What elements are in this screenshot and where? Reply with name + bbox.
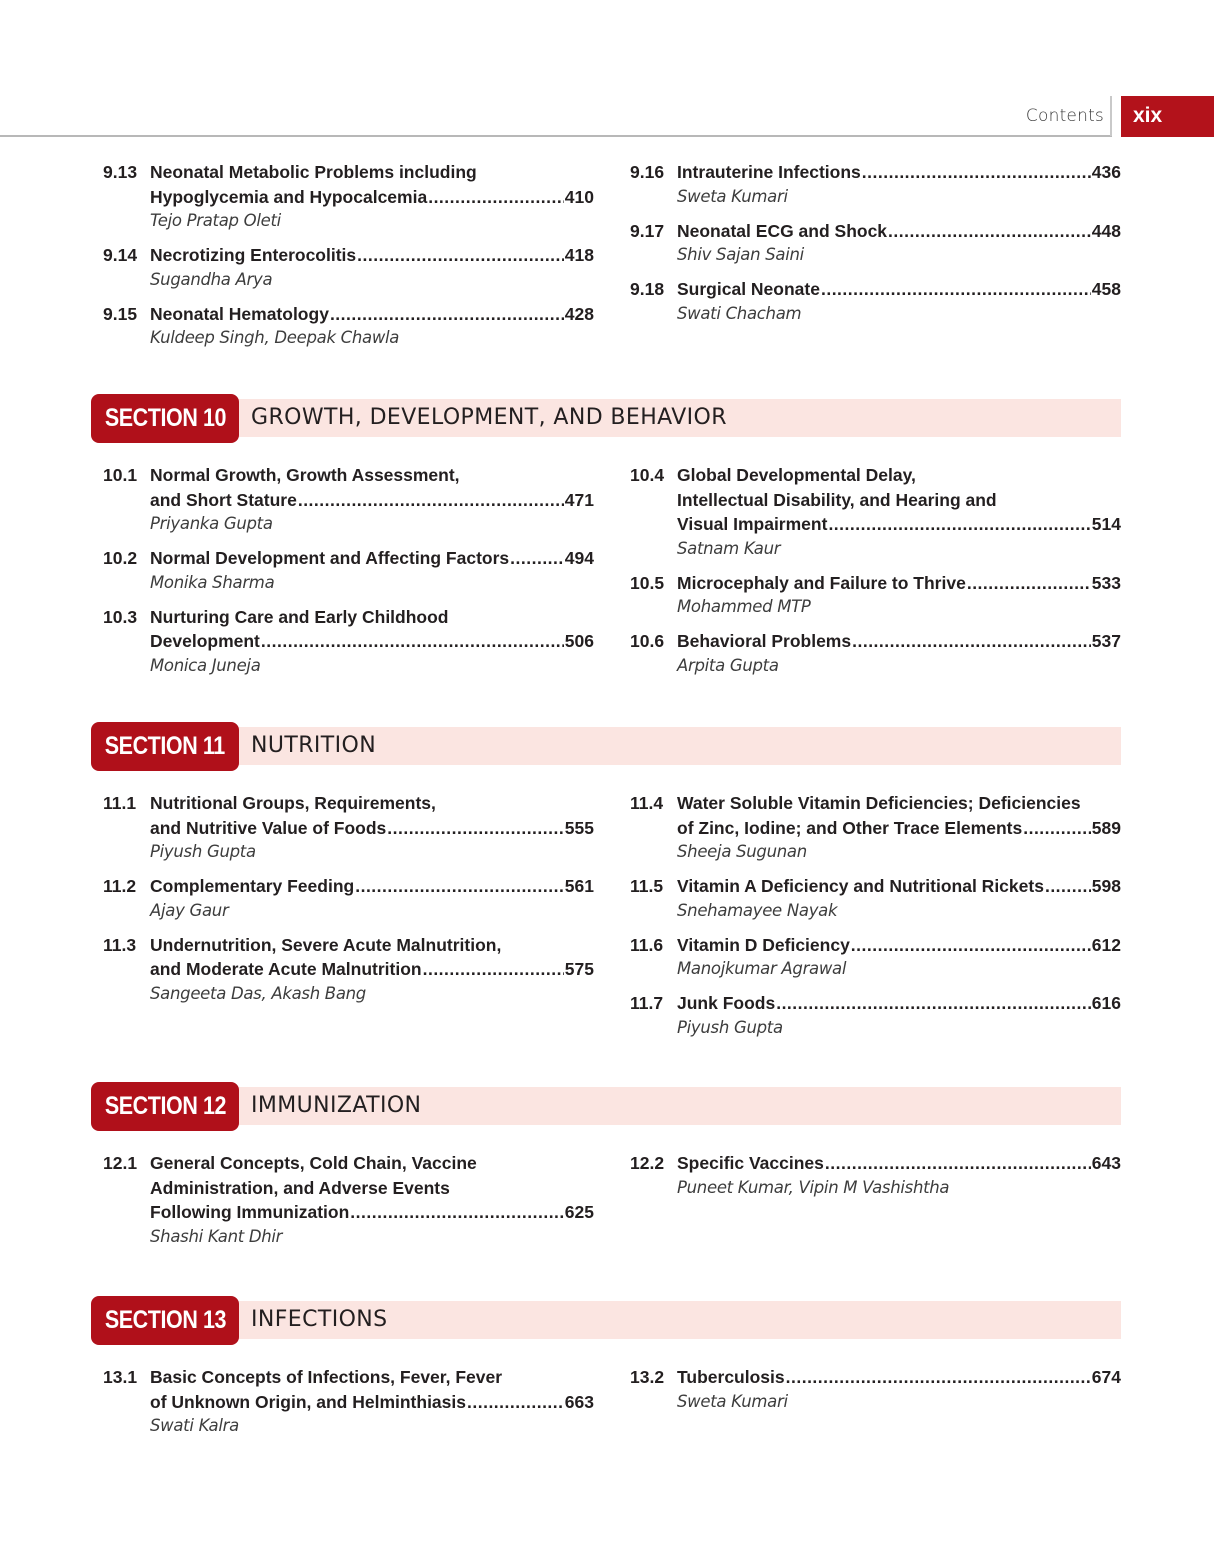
entry-body [677, 1151, 1121, 1200]
section-10-right-column [630, 463, 1121, 688]
header-rule [0, 135, 1112, 137]
chapter-title-text: Vitamin D Deficiency [677, 934, 850, 955]
dot-leader [825, 1151, 1091, 1176]
dot-leader [350, 1200, 564, 1225]
section-12-left-column [103, 1151, 594, 1259]
chapter-author: Snehamayee Nayak [677, 900, 838, 920]
entry-body [150, 874, 594, 923]
entry-body [677, 571, 1121, 620]
page-number: 471 [564, 489, 594, 510]
page-number: 616 [1091, 993, 1121, 1013]
toc-entry[interactable] [630, 219, 1121, 268]
page-number: 410 [564, 186, 594, 207]
entry-body [150, 1151, 594, 1249]
chapter-number: 12.2 [630, 1153, 665, 1173]
chapter-title-line [150, 957, 594, 982]
page-number-tab: xix [1121, 96, 1214, 137]
section-10-banner [91, 394, 1121, 444]
section-badge: SECTION 10 [91, 394, 239, 443]
chapter-title-line [150, 933, 594, 958]
dot-leader [423, 957, 564, 982]
chapter-author: Monika Sharma [150, 572, 275, 592]
chapter-title-text: Microcephaly and Failure to Thrive [677, 572, 966, 593]
chapter-title-line [677, 991, 1121, 1016]
toc-entry[interactable] [103, 1365, 594, 1438]
chapter-number: 10.5 [630, 572, 665, 593]
chapter-title-line [677, 571, 1121, 596]
entry-body [677, 629, 1121, 678]
page-number: 575 [564, 959, 594, 979]
entry-body [677, 463, 1121, 561]
chapter-author: Piyush Gupta [150, 842, 256, 861]
dot-leader [387, 816, 564, 841]
chapter-title-line [150, 874, 594, 899]
page-number: 643 [1091, 1153, 1121, 1173]
chapter-title-text: Normal Growth, Growth Assessment, [150, 465, 460, 485]
chapter-number: 10.4 [630, 465, 665, 485]
chapter-author: Sugandha Arya [150, 269, 273, 289]
chapter-author: Monica Juneja [150, 655, 261, 675]
chapter-title-line [150, 1176, 594, 1201]
page-number: 514 [1091, 514, 1121, 534]
chapter-number: 11.3 [103, 934, 137, 955]
toc-entry[interactable] [103, 463, 594, 536]
toc-entry[interactable] [103, 243, 594, 292]
chapter-title-line [677, 277, 1121, 302]
chapter-title-line [150, 185, 594, 210]
section-13-banner [91, 1296, 1121, 1346]
section-11-left-column [103, 791, 594, 1016]
toc-entry[interactable] [103, 302, 594, 351]
chapter-title-text: Undernutrition, Severe Acute Malnutrition, [150, 934, 502, 955]
toc-entry[interactable] [630, 933, 1121, 982]
toc-entry[interactable] [630, 791, 1121, 864]
section-heading: IMMUNIZATION [251, 1093, 422, 1118]
dot-leader [330, 302, 564, 327]
chapter-title-line [150, 791, 594, 816]
entry-body [677, 991, 1121, 1040]
chapter-title-line [150, 816, 594, 841]
chapter-title-line [677, 1365, 1121, 1390]
entry-body [150, 791, 594, 864]
chapter-author: Tejo Pratap Oleti [150, 211, 281, 230]
page-number: 612 [1091, 934, 1121, 955]
section-10-left-column [103, 463, 594, 688]
chapter-author: Mohammed MTP [677, 597, 811, 616]
section-11-banner [91, 722, 1121, 772]
dot-leader [261, 629, 564, 654]
chapter-title-line [677, 629, 1121, 654]
chapter-title-line [150, 605, 594, 630]
entry-body [150, 605, 594, 678]
chapter-title-text: Complementary Feeding [150, 876, 355, 896]
section-badge: SECTION 12 [91, 1082, 239, 1131]
chapter-title-text: Visual Impairment [677, 514, 828, 534]
section-12-banner [91, 1082, 1121, 1132]
toc-entry[interactable] [630, 1365, 1121, 1414]
toc-entry[interactable] [103, 605, 594, 678]
chapter-title-line [677, 933, 1121, 958]
chapter-number: 10.2 [103, 548, 138, 568]
chapter-title-text: Tuberculosis [677, 1367, 785, 1387]
top-left-column [103, 160, 594, 360]
dot-leader [467, 1390, 564, 1415]
chapter-title-text: Basic Concepts of Infections, Fever, Fever [150, 1367, 503, 1387]
chapter-number: 9.14 [103, 245, 138, 265]
chapter-author: Sheeja Sugunan [677, 842, 807, 861]
chapter-title-text: Neonatal ECG and Shock [677, 220, 888, 241]
chapter-number: 12.1 [103, 1153, 138, 1173]
chapter-title-line [677, 160, 1121, 185]
toc-entry[interactable] [103, 874, 594, 923]
chapter-title-text: Necrotizing Enterocolitis [150, 245, 357, 265]
dot-leader [298, 488, 564, 513]
chapter-author: Arpita Gupta [677, 655, 779, 675]
entry-body [677, 933, 1121, 982]
entry-body [150, 243, 594, 292]
chapter-author: Priyanka Gupta [150, 514, 273, 533]
chapter-title-text: of Zinc, Iodine; and Other Trace Elements [677, 817, 1023, 838]
chapter-title-text: Neonatal Hematology [150, 303, 329, 324]
dot-leader [888, 219, 1091, 244]
dot-leader [852, 629, 1091, 654]
chapter-title-text: Intellectual Disability, and Hearing and [677, 489, 997, 510]
chapter-title-text: General Concepts, Cold Chain, Vaccine [150, 1153, 477, 1173]
dot-leader [1045, 874, 1091, 899]
chapter-title-line [677, 1151, 1121, 1176]
section-13-left-column [103, 1365, 594, 1448]
page-number: 436 [1091, 162, 1121, 182]
toc-entry[interactable] [630, 277, 1121, 326]
page-number: 561 [564, 876, 594, 896]
section-12-right-column [630, 1151, 1121, 1210]
chapter-number: 9.13 [103, 162, 138, 182]
page-number: 458 [1091, 279, 1121, 299]
chapter-title-text: of Unknown Origin, and Helminthiasis [150, 1391, 466, 1412]
chapter-number: 11.1 [103, 793, 137, 813]
section-badge: SECTION 13 [91, 1296, 239, 1345]
chapter-author: Kuldeep Singh, Deepak Chawla [150, 328, 400, 347]
toc-entry[interactable] [630, 874, 1121, 923]
dot-leader [862, 160, 1091, 185]
chapter-title-text: Development [150, 631, 260, 651]
page-number: 674 [1091, 1367, 1121, 1387]
chapter-title-line [150, 160, 594, 185]
chapter-title-text: Global Developmental Delay, [677, 465, 916, 485]
entry-body [150, 302, 594, 351]
chapter-title-line [677, 874, 1121, 899]
entry-body [150, 546, 594, 595]
entry-body [150, 1365, 594, 1438]
chapter-number: 9.18 [630, 279, 665, 299]
toc-entry[interactable] [103, 546, 594, 595]
chapter-title-text: Nurturing Care and Early Childhood [150, 606, 449, 627]
chapter-title-text: Behavioral Problems [677, 631, 852, 651]
chapter-title-text: and Moderate Acute Malnutrition [150, 959, 422, 979]
chapter-title-line [150, 1151, 594, 1176]
dot-leader [776, 991, 1091, 1016]
chapter-author: Sweta Kumari [677, 186, 788, 206]
chapter-title-line [150, 243, 594, 268]
chapter-title-text: and Short Stature [150, 489, 297, 510]
page-number: 428 [564, 303, 594, 324]
chapter-number: 11.2 [103, 876, 137, 896]
section-heading: INFECTIONS [251, 1307, 388, 1332]
page-number: 537 [1091, 631, 1121, 651]
page-number: 663 [564, 1391, 594, 1412]
page-number: 598 [1091, 876, 1121, 896]
chapter-author: Shiv Sajan Saini [677, 245, 804, 264]
toc-entry[interactable] [103, 933, 594, 1006]
chapter-number: 11.5 [630, 876, 664, 896]
section-heading: GROWTH, DEVELOPMENT, AND BEHAVIOR [251, 405, 727, 430]
chapter-title-line [677, 463, 1121, 488]
chapter-title-line [677, 791, 1121, 816]
chapter-title-text: Surgical Neonate [677, 279, 820, 299]
chapter-number: 11.6 [630, 934, 664, 955]
chapter-author: Sweta Kumari [677, 1391, 788, 1411]
chapter-title-line [150, 1390, 594, 1415]
section-13-right-column [630, 1365, 1121, 1424]
chapter-title-text: Vitamin A Deficiency and Nutritional Rickets [677, 876, 1044, 896]
chapter-number: 10.6 [630, 631, 665, 651]
page-number: 448 [1091, 220, 1121, 241]
entry-body [677, 1365, 1121, 1414]
toc-entry[interactable] [630, 991, 1121, 1040]
top-right-column [630, 160, 1121, 336]
dot-leader [828, 512, 1090, 537]
entry-body [677, 219, 1121, 268]
chapter-title-line [677, 816, 1121, 841]
toc-entry[interactable] [630, 571, 1121, 620]
chapter-title-text: Following Immunization [150, 1202, 350, 1222]
chapter-title-text: Normal Development and Affecting Factors [150, 548, 510, 568]
toc-entry[interactable] [103, 160, 594, 233]
chapter-title-line [150, 488, 594, 513]
dot-leader [786, 1365, 1091, 1390]
entry-body [677, 160, 1121, 209]
dot-leader [510, 546, 564, 571]
chapter-number: 9.17 [630, 220, 665, 241]
dot-leader [1023, 816, 1091, 841]
chapter-title-text: Hypoglycemia and Hypocalcemia [150, 186, 428, 207]
chapter-title-line [150, 302, 594, 327]
entry-body [150, 463, 594, 536]
entry-body [677, 277, 1121, 326]
dot-leader [967, 571, 1091, 596]
chapter-title-text: and Nutritive Value of Foods [150, 817, 387, 838]
page-number: 533 [1091, 572, 1121, 593]
section-11-right-column [630, 791, 1121, 1050]
chapter-title-text: Administration, and Adverse Events [150, 1177, 450, 1198]
toc-entry[interactable] [630, 463, 1121, 561]
entry-body [150, 160, 594, 233]
section-heading: NUTRITION [251, 733, 377, 758]
page-number: 555 [564, 817, 594, 838]
entry-body [150, 933, 594, 1006]
chapter-author: Swati Chacham [677, 303, 802, 323]
toc-entry[interactable] [103, 1151, 594, 1249]
chapter-number: 11.7 [630, 993, 664, 1013]
chapter-title-line [150, 629, 594, 654]
chapter-author: Swati Kalra [150, 1416, 239, 1435]
chapter-number: 10.3 [103, 606, 138, 627]
dot-leader [428, 185, 564, 210]
page-number: 418 [564, 245, 594, 265]
chapter-title-line [150, 546, 594, 571]
chapter-number: 9.15 [103, 303, 138, 324]
toc-entry[interactable] [630, 1151, 1121, 1200]
chapter-author: Piyush Gupta [677, 1017, 783, 1037]
chapter-author: Puneet Kumar, Vipin M Vashishtha [677, 1177, 950, 1197]
dot-leader [821, 277, 1091, 302]
chapter-number: 9.16 [630, 162, 665, 182]
chapter-author: Sangeeta Das, Akash Bang [150, 983, 366, 1003]
chapter-author: Shashi Kant Dhir [150, 1226, 283, 1246]
dot-leader [357, 243, 564, 268]
page-number: 506 [564, 631, 594, 651]
chapter-number: 13.2 [630, 1367, 665, 1387]
chapter-title-text: Intrauterine Infections [677, 162, 861, 182]
chapter-title-text: Specific Vaccines [677, 1153, 824, 1173]
chapter-number: 13.1 [103, 1367, 138, 1387]
chapter-author: Satnam Kaur [677, 538, 781, 558]
chapter-author: Ajay Gaur [150, 900, 229, 920]
chapter-number: 11.4 [630, 793, 664, 813]
dot-leader [355, 874, 564, 899]
page-number: 494 [564, 548, 594, 568]
toc-entry[interactable] [103, 791, 594, 864]
chapter-title-text: Water Soluble Vitamin Deficiencies; Deficiencies [677, 793, 1081, 813]
chapter-author: Manojkumar Agrawal [677, 959, 847, 978]
entry-body [677, 791, 1121, 864]
chapter-title-text: Junk Foods [677, 993, 776, 1013]
page-number: 625 [564, 1202, 594, 1222]
chapter-title-line [677, 512, 1121, 537]
section-badge: SECTION 11 [91, 722, 239, 771]
header-divider [1110, 96, 1112, 136]
chapter-title-text: Nutritional Groups, Requirements, [150, 793, 436, 813]
dot-leader [851, 933, 1091, 958]
chapter-title-line [150, 1365, 594, 1390]
toc-entry[interactable] [630, 629, 1121, 678]
entry-body [677, 874, 1121, 923]
chapter-title-text: Neonatal Metabolic Problems including [150, 162, 477, 182]
toc-entry[interactable] [630, 160, 1121, 209]
chapter-title-line [150, 1200, 594, 1225]
chapter-title-line [677, 488, 1121, 513]
page-number: 589 [1091, 817, 1121, 838]
chapter-number: 10.1 [103, 465, 138, 485]
chapter-title-line [677, 219, 1121, 244]
running-head: Contents [1025, 106, 1104, 126]
chapter-title-line [150, 463, 594, 488]
